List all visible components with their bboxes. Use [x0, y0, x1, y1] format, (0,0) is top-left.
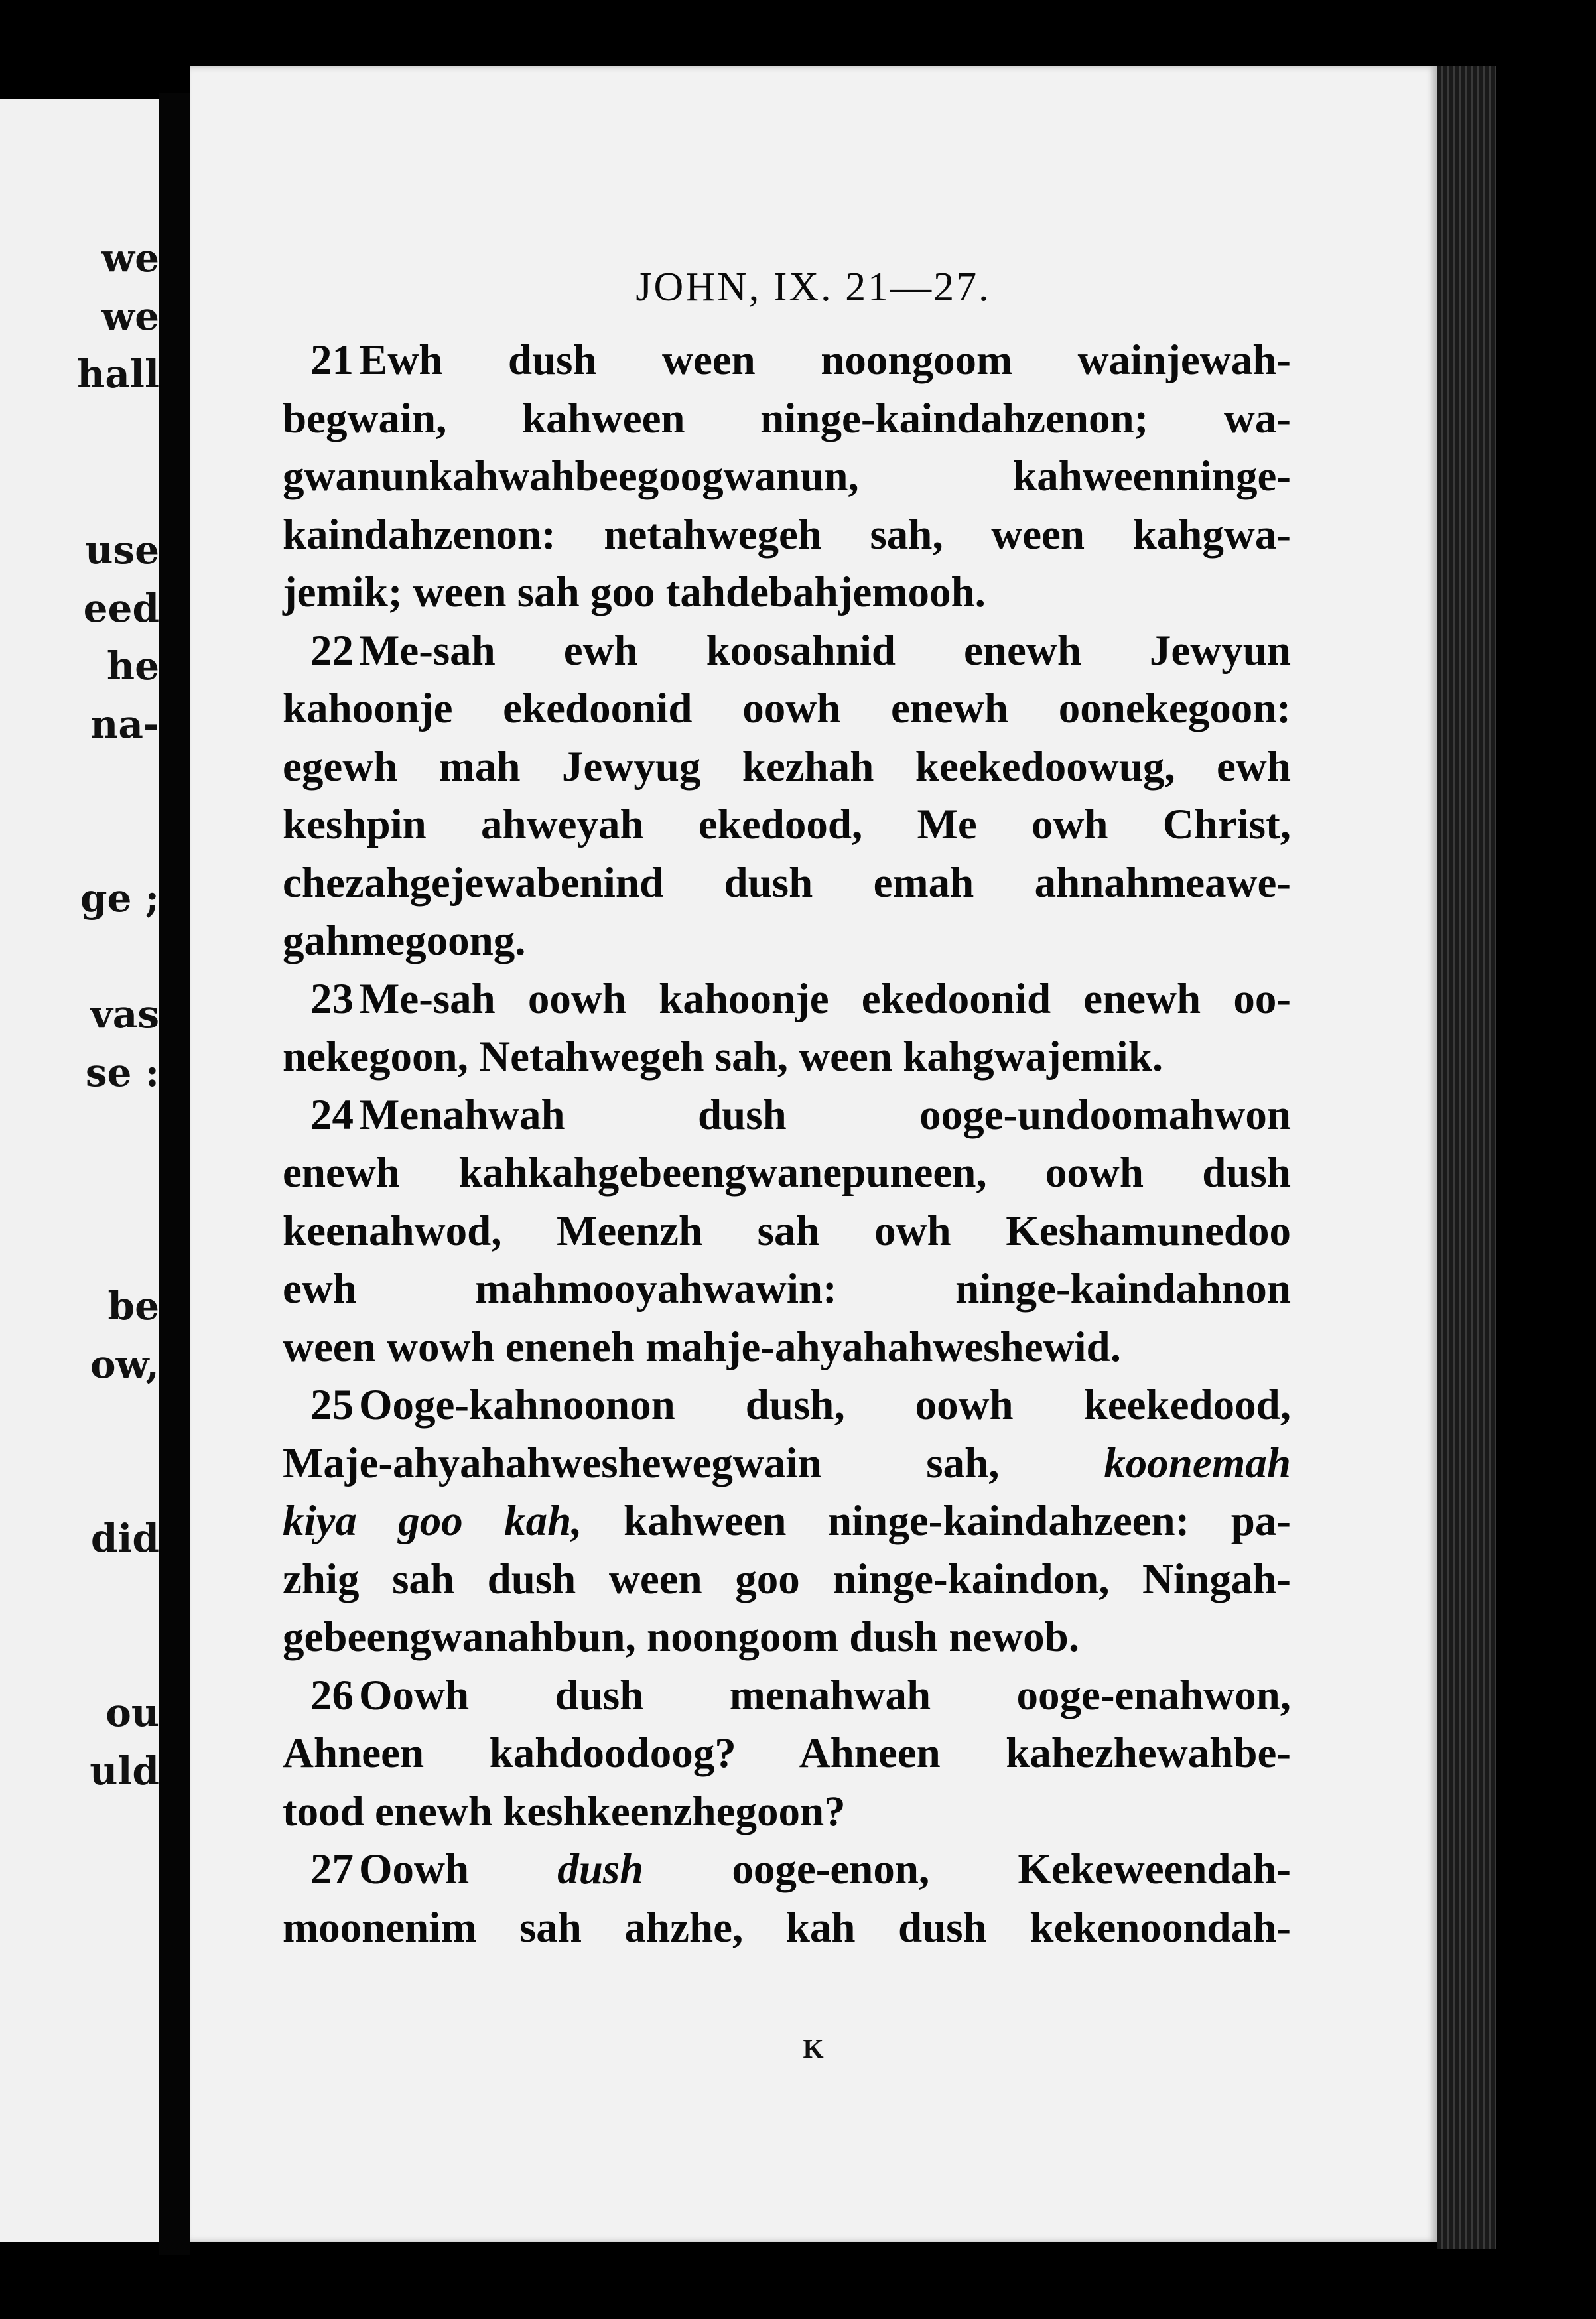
line-text: Ooge-kahnoonon dush, oowh keekedood, — [359, 1381, 1291, 1429]
text-line — [283, 622, 1291, 681]
previous-page-fragment: vas — [90, 992, 159, 1037]
text-line — [283, 796, 1291, 854]
previous-page-fragment: se : — [85, 1050, 159, 1095]
scripture-text — [283, 332, 1291, 1957]
verse-number: 22 — [310, 626, 354, 675]
verse-number: 25 — [310, 1381, 354, 1429]
line-text: gebeengwanahbun, noongoom dush newob. — [283, 1613, 1080, 1661]
text-line — [283, 738, 1291, 797]
line-text: enewh kahkahgebeengwanepuneen, oowh dush — [283, 1149, 1291, 1197]
line-text: Me-sah oowh kahoonje ekedoonid enewh oo- — [359, 974, 1291, 1023]
verse-number: 26 — [310, 1671, 354, 1719]
text-line — [283, 1551, 1291, 1609]
line-text: Ewh dush ween noongoom wainjewah- — [359, 336, 1291, 384]
text-line — [283, 1087, 1291, 1145]
line-text: begwain, kahween ninge-kaindahzenon; wa- — [283, 394, 1291, 442]
line-text: ewh mahmooyahwawin: ninge-kaindahnon — [283, 1265, 1291, 1313]
previous-page-fragment: did — [90, 1516, 159, 1561]
text-line — [283, 912, 1291, 970]
text-line — [283, 1144, 1291, 1203]
line-text: gahmegoong. — [283, 917, 526, 964]
previous-page-fragment: eed — [83, 586, 159, 631]
text-line — [283, 1899, 1291, 1957]
text-line — [283, 970, 1291, 1029]
line-text: Oowh dush menahwah ooge-enahwon, — [359, 1671, 1291, 1719]
line-text: keenahwod, Meenzh sah owh Keshamunedoo — [283, 1207, 1291, 1255]
previous-page-fragment: we — [101, 294, 159, 339]
previous-page-fragment: ou — [105, 1690, 159, 1735]
previous-page-fragment: na- — [90, 702, 159, 747]
line-text: keshpin ahweyah ekedood, Me owh Christ, — [283, 801, 1291, 848]
line-text: gwanunkahwahbeegoogwanun, kahweenninge- — [283, 452, 1291, 500]
previous-page-fragment: ow, — [90, 1342, 159, 1387]
line-text: Ahneen kahdoodoog? Ahneen kahezhewahbe- — [283, 1729, 1291, 1777]
verse-number: 23 — [310, 974, 354, 1023]
previous-page-fragment: uld — [90, 1749, 159, 1794]
line-text: chezahgejewabenind dush emah ahnahmeawe- — [283, 858, 1291, 907]
text-line — [283, 1376, 1291, 1435]
line-text: egewh mah Jewyug kezhah keekedoowug, ewh — [283, 742, 1291, 791]
text-line — [283, 332, 1291, 390]
italic-text: kiya goo kah, — [283, 1497, 582, 1545]
text-line — [283, 1783, 1291, 1841]
line-text: Menahwah dush ooge-undoomahwon — [359, 1091, 1291, 1139]
line-text: ween wowh eneneh mahje-ahyahahweshewid. — [283, 1323, 1121, 1371]
line-text: tood enewh keshkeenzhegoon? — [283, 1787, 846, 1835]
line-text: jemik; ween sah goo tahdebahjemooh. — [283, 568, 986, 616]
italic-text: dush — [557, 1845, 644, 1893]
text-line — [283, 1492, 1291, 1551]
text-line — [283, 1319, 1291, 1377]
line-text: moonenim sah ahzhe, kah dush kekenoondah- — [283, 1903, 1291, 1952]
previous-page-fragment: ge ; — [80, 876, 159, 921]
text-line — [283, 1435, 1291, 1493]
running-header: JOHN, IX. 21—27. — [635, 265, 991, 310]
book-gutter — [159, 93, 190, 2255]
signature-mark: K — [803, 2034, 824, 2064]
text-line — [283, 390, 1291, 448]
text-line — [283, 1260, 1291, 1319]
line-text: nekegoon, Netahwegeh sah, ween kahgwajemik. — [283, 1033, 1164, 1081]
book-page — [190, 66, 1437, 2242]
text-line — [283, 1667, 1291, 1725]
verse-number: 24 — [310, 1091, 354, 1139]
text-line — [283, 1725, 1291, 1783]
previous-page-fragment: be — [107, 1284, 159, 1329]
text-line — [283, 1028, 1291, 1087]
line-text: zhig sah dush ween goo ninge-kaindon, Ningah- — [283, 1555, 1291, 1603]
line-text: kaindahzenon: netahwegeh sah, ween kahgwa- — [283, 510, 1291, 559]
line-text: Maje-ahyahahweshewegwain sah, — [283, 1439, 1000, 1487]
verse-number: 21 — [310, 336, 354, 384]
previous-page-fragment: hall — [77, 352, 159, 397]
line-text: kahween ninge-kaindahzeen: pa- — [623, 1497, 1292, 1545]
line-text: Me-sah ewh koosahnid enewh Jewyun — [359, 626, 1291, 675]
previous-page-fragment: he — [106, 643, 159, 689]
text-line — [283, 506, 1291, 564]
page-edges — [1437, 66, 1496, 2249]
text-line — [283, 448, 1291, 506]
text-line — [283, 1841, 1291, 1899]
text-line — [283, 1203, 1291, 1261]
italic-text: koonemah — [1104, 1439, 1291, 1487]
line-text: Oowh — [359, 1845, 470, 1893]
previous-page-edge — [0, 99, 159, 2242]
text-line — [283, 854, 1291, 913]
text-line — [283, 1609, 1291, 1667]
text-line — [283, 564, 1291, 622]
text-line — [283, 680, 1291, 738]
previous-page-fragment: we — [101, 235, 159, 281]
line-text: ooge-enon, Kekeweendah- — [732, 1845, 1291, 1893]
previous-page-fragment: use — [85, 527, 159, 572]
verse-number: 27 — [310, 1845, 354, 1893]
line-text: kahoonje ekedoonid oowh enewh oonekegoon: — [283, 685, 1291, 732]
